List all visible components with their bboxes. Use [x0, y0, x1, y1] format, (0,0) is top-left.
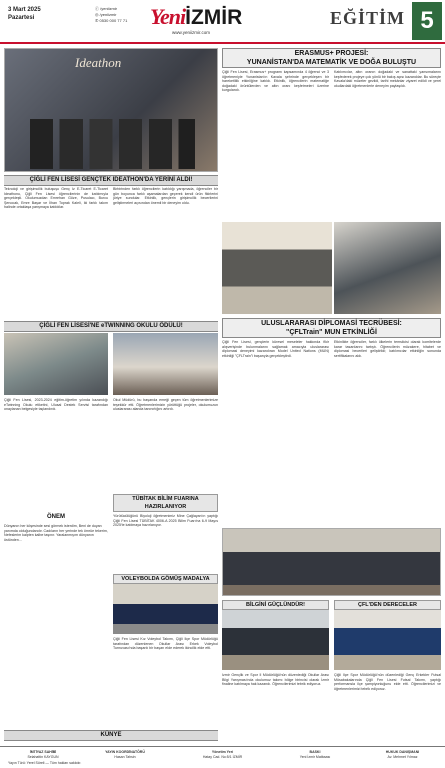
erasmus-title: ERASMUS+ PROJESİ: — [294, 50, 369, 57]
quiz-team-photo — [222, 610, 329, 670]
coordinator-label: YAYIN KOORDİNATÖRÜ — [105, 750, 145, 754]
body-text: Çiğli Fen Lisesi, gençlerin küresel meseleler hakkında fikir alışverişinde bulunmalarını sağlamak amacıyla uluslararası diplomasi deneyimi kazandıran Model United Nations (MUN) etkinliği "ÇFLTrain"i başarıyla gerçekleştirdi. — [222, 340, 329, 358]
owner-label: İMTİYAZ SAHİBİ — [29, 750, 57, 754]
mun-heading-box — [222, 318, 441, 338]
masthead — [0, 0, 445, 44]
poem-title: ÖNEM — [47, 514, 65, 520]
phone-icon: ✆ — [95, 18, 99, 23]
article-title-degrees: ÇFL'DEN DERECELER — [334, 600, 441, 610]
mun-subtitle: "ÇFLTrain" MUN ETKİNLİĞİ — [286, 329, 377, 336]
erasmus-photo-group — [334, 222, 441, 314]
footer-office — [180, 750, 265, 759]
banner-caption: Ideathon — [75, 55, 122, 70]
mun-body-a — [222, 340, 329, 525]
logo-second: İZMİR — [185, 6, 243, 29]
mun-title: ULUSLARARASI DİPLOMASİ TECRÜBESİ: — [261, 320, 402, 327]
footer-owner — [8, 750, 78, 759]
body-text: Teknoloji ve girişimcilik buluşuşu Genç İz E-Ticaret E-Ticaret Ideathonu, Çiğli Fen Lisesi öğrencilerinin de katılımıyla gerçekleşti. Okulumuzdan Emrehan Göze, Pusulacı, Burcu Şenocak, Emre Başar ve İlhan Toprak Kaleli, iki farklı takım halinde ortaklaşa yarışmaya katıldılar. — [4, 187, 108, 209]
section-title: EĞİTİM — [330, 8, 406, 28]
body-text: Yürütücülüğünü Biyoloji öğretmenimiz Mine Çağlayan'ın yaptığı Çiğli Fen Lisesi TÜBİTAK 4006-A 2025 Bilim Fuarı'na 6-9 Mayıs 2025'te katılmaya hazırlanıyor. — [113, 514, 218, 527]
office-address: Hatay Cad. No:5/1 İZMİR — [202, 754, 243, 759]
article-body-degrees — [334, 673, 441, 743]
body-text: Etkinlikte öğrenciler, farklı ülkelerin temsilcisi olarak komitelerde karar tasarılarını tartıştı. Öğrencilerin müzakere, hitabet ve diplomasi becerileri geliştirildi; katılımcılar etkinliğin sonunda sertifikalarını aldı. — [334, 340, 441, 358]
website-url[interactable]: www.yeniizmir.com — [172, 30, 211, 35]
body-text: Okul Müdürü, bu başarıda emeği geçen tüm öğretmenlerimize teşekkür etti. Öğretmenlerimizin yürüttüğü projeler, okulumuzun uluslararası alanda tanınırlığını artırdı. — [113, 398, 218, 411]
print-label: BASKI — [309, 750, 321, 754]
article-title-volleyball: VOLEYBOLDA GÖMÜŞ MADALYA — [113, 574, 218, 584]
date-text: 3 Mart 2025 — [8, 7, 41, 13]
coordinator-name: Hasan Tahsin — [114, 754, 136, 759]
instagram-icon: ◎ — [95, 12, 99, 17]
erasmus-subtitle: YUNANİSTAN'DA MATEMATİK VE DOĞA BULUŞTU — [246, 59, 417, 66]
logo-main: Yeni — [150, 4, 186, 29]
owner-name: Selahattin KAYGUN — [27, 754, 59, 759]
article-body-volleyball — [113, 637, 218, 727]
article-title-quiz: BİLGİNİ GÜÇLÜNDÜR! — [222, 600, 329, 610]
article-title-etwinning: ÇİĞLİ FEN LİSESİ'NE eTWINNING OKULU ÖDÜLÜ! — [4, 321, 218, 332]
article-title-tubitak: TÜBİTAK BİLİM FUARINA HAZIRLANIYOR — [113, 494, 218, 512]
body-text: Dünyanın her köşesinde sesi görmek isterdim, Beni de duyan yanımda olduğundandır. Cadıların her yerinde tek ömrüe tekerim, Nefeslerim kalpten kalbe taşınır. Yaralanmışım dünyanın üstünden... — [4, 524, 108, 542]
legal-label: HUKUK DANIŞMANI — [385, 750, 420, 754]
social-contacts — [95, 6, 127, 24]
mun-body-b — [334, 340, 441, 525]
body-text: Çiğli İlçe Spor Müdürlüğü'nün düzenlediği Genç Erkekler Futsal Müsabakalarında Çiğli Fen Lisesi Futsal Takımı, yaptığı performansla ilçe şampiyonluğunu elde etti. Öğrencilerimizi ve öğretmenlerimizi tebrik ediyoruz. — [334, 673, 441, 691]
social-phone: 0530 000 77 71 — [99, 18, 128, 23]
social-facebook: /yeniizmir — [100, 6, 118, 11]
social-instagram: /yeniizmir — [99, 12, 117, 17]
erasmus-photo-classroom — [222, 222, 332, 314]
body-text: Çiğli Fen Lisesi, 2023-2024 eğitim-öğretim yılında kazandığı eTwinning Okulu etiketini, Ulusal Destek Servisi tarafından onaylanan belgesiyle taçlandırdı. — [4, 398, 108, 411]
etwinning-photo-1 — [4, 333, 108, 395]
footer-coordinator — [90, 750, 160, 759]
article-body-ideathon-b — [113, 187, 218, 315]
article-body-tubitak — [113, 514, 218, 572]
article-title-ideathon: ÇİĞLİ FEN LİSESİ GENÇTEK IDEATHON'DA YERİNİ ALDI! — [4, 175, 218, 186]
body-text: Katılımcılar, altın oranın doğadaki ve sanattaki yansımalarını keşfederek projeye çok yönlü bir bakış açısı kazandılar. Bu süreçte Kavala'daki müzeler gezildi, tarihi mekânlar ziyaret edildi ve yerel okullardaki öğretmenlerle deneyim paylaşıldı. — [334, 70, 441, 88]
imprint-bar: KÜNYE — [4, 730, 218, 741]
article-body-etwinning-a — [4, 398, 108, 506]
imprint-footer — [0, 746, 445, 768]
futsal-team-photo — [334, 610, 441, 670]
erasmus-heading-box — [222, 48, 441, 68]
body-text: İzmir Gençlik ve Spor İl Müdürlüğü'nün düzenlediği Okullar Arası Bilgi Yarışması'nda okulumuz takımı bölge birincisi olarak İzmir finaline katılmaya hak kazandı. Öğrencilerimizi tebrik ediyoruz. — [222, 673, 329, 686]
etwinning-photo-2 — [113, 333, 218, 395]
ideathon-photo — [4, 48, 218, 172]
print-name: Yeni İzmir Matbaası — [299, 754, 331, 759]
footer-print — [280, 750, 350, 759]
mun-group-photo — [222, 528, 441, 596]
erasmus-body-a — [222, 70, 329, 220]
footer-note: Yayın Türü: Yerel Süreli — Tüm hakları saklıdır. — [8, 761, 82, 765]
article-body-etwinning-b — [113, 398, 218, 490]
article-body-quiz — [222, 673, 329, 743]
page-number: 5 — [412, 2, 442, 40]
newspaper-logo — [150, 4, 280, 34]
issue-date — [8, 6, 41, 22]
poem-body — [4, 524, 108, 724]
facebook-icon: ⓕ — [95, 6, 99, 11]
volleyball-team-photo — [113, 584, 218, 634]
legal-name: Av. Mehmet Yılmaz — [387, 754, 418, 759]
day-text: Pazartesi — [8, 15, 35, 21]
article-body-ideathon-a — [4, 187, 108, 315]
footer-legal — [365, 750, 440, 759]
erasmus-body-b — [334, 70, 441, 220]
group-of-students — [30, 119, 195, 169]
body-text: Birbirinden farklı öğrencilerin katıldığı yarışmada, öğrenciler bir gün boyunca farklı aşamalardan geçerek kendi ürün fikirlerini jüriye sundular. Etkinlik, gençlerin girişimcilik becerilerini geliştirmeleri açısından önemli bir deneyim oldu. — [113, 187, 218, 205]
body-text: Çiğli Fen Lisesi, Erasmus+ programı kapsamında 4 öğrenci ve 3 öğretmeniyle Yunanistan'ın Kavala şehrinde gerçekleşen bir hareketlilik etkinliğine katıldı. Etkinlik, öğrencilerin matematiğe doğadaki örüntülerden ve altın oranı keşfetmeleri üzerine kurgulandı. — [222, 70, 329, 92]
body-text: Çiğli Fen Lisesi Kız Voleybol Takımı, Çiğli İlçe Spor Müdürlüğü tarafından düzenlenen Okullar Arası Erkek Voleybol Turnuvası'nda başarılı bir başarı elde ederek ikincilik elde etti. — [113, 637, 218, 650]
office-label: Yönetim Yeri — [211, 750, 234, 754]
